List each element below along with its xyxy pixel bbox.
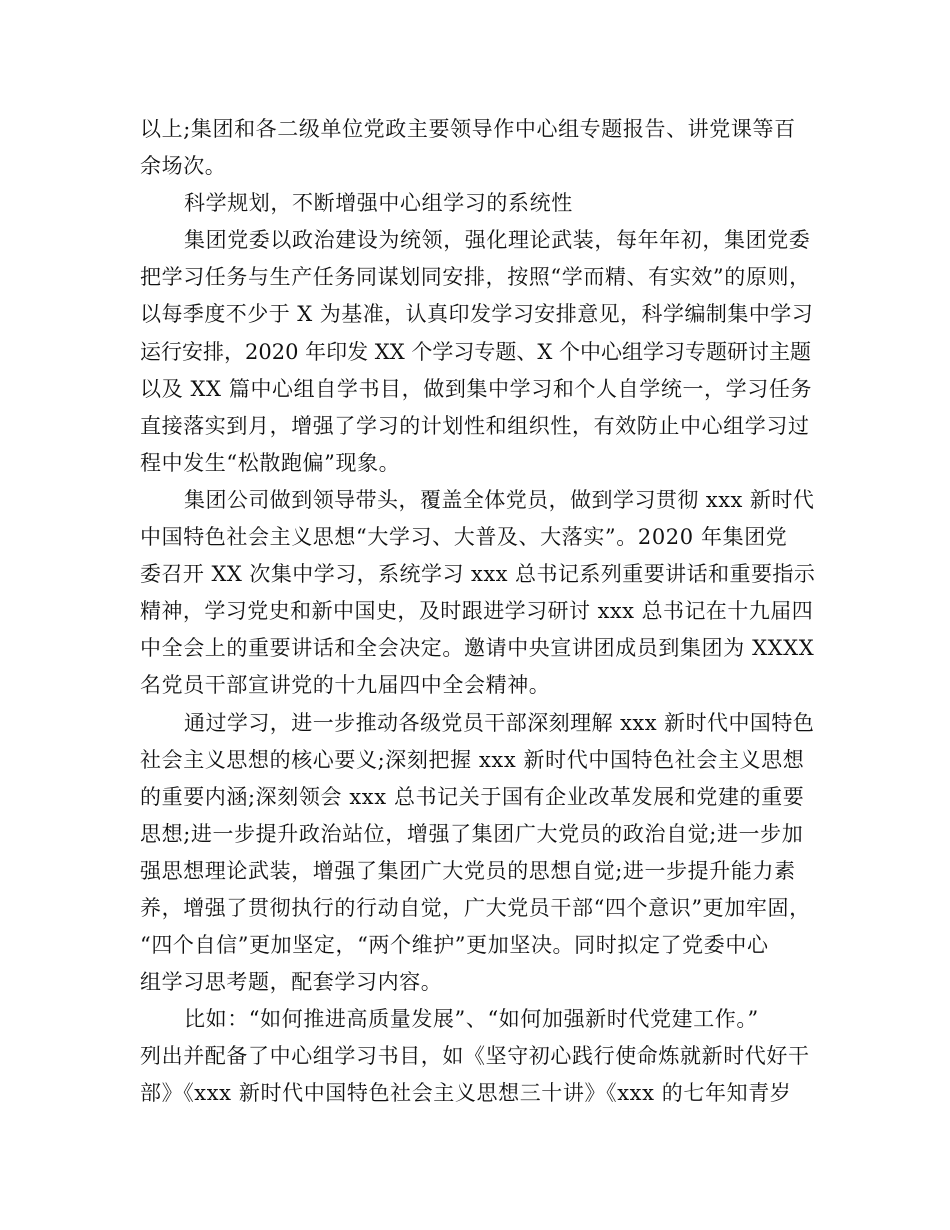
document-body [140, 111, 816, 1113]
text-line: 以及 XX 篇中心组自学书目，做到集中学习和个人自学统一，学习任务 [140, 376, 813, 401]
text-line: 名党员干部宣讲党的十九届四中全会精神。 [140, 673, 551, 698]
text-line: 中全会上的重要讲话和全会决定。邀请中央宣讲团成员到集团为 XXXX [140, 636, 815, 661]
text-line: 把学习任务与生产任务同谋划同安排，按照“学而精、有实效”的原则， [140, 265, 811, 290]
text-line: 组学习思考题，配套学习内容。 [140, 970, 443, 995]
text-line: 运行安排，2020 年印发 XX 个学习专题、X 个中心组学习专题研讨主题 [140, 339, 811, 364]
text-line: 集团公司做到领导带头，覆盖全体党员，做到学习贯彻 xxx 新时代 [184, 487, 815, 512]
text-line: 列出并配备了中心组学习书目，如《坚守初心践行使命炼就新时代好干 [140, 1044, 810, 1069]
text-line: 社会主义思想的核心要义;深刻把握 xxx 新时代中国特色社会主义思想 [140, 747, 805, 772]
text-line: 委召开 XX 次集中学习，系统学习 xxx 总书记系列重要讲话和重要指示 [140, 562, 816, 587]
text-line: 直接落实到月，增强了学习的计划性和组织性，有效防止中心组学习过 [140, 413, 810, 438]
text-line: 中国特色社会主义思想“大学习、大普及、大落实”。2020 年集团党 [140, 525, 788, 550]
section-heading: 科学规划，不断增强中心组学习的系统性 [184, 191, 573, 216]
text-line: 集团党委以政治建设为统领，强化理论武装，每年年初，集团党委 [184, 228, 811, 253]
text-line: 部》《xxx 新时代中国特色社会主义思想三十讲》《xxx 的七年知青岁 [140, 1081, 792, 1106]
text-line: 精神，学习党史和新中国史，及时跟进学习研讨 xxx 总书记在十九届四 [140, 599, 814, 624]
text-line: 以上;集团和各二级单位党政主要领导作中心组专题报告、讲党课等百 [140, 117, 796, 141]
text-line: 余场次。 [140, 154, 227, 179]
text-line: 的重要内涵;深刻领会 xxx 总书记关于国有企业改革发展和党建的重要 [140, 784, 805, 809]
text-line: 以每季度不少于 X 为基准，认真印发学习安排意见，科学编制集中学习 [140, 302, 814, 327]
text-line: 养，增强了贯彻执行的行动自觉，广大党员干部“四个意识”更加牢固， [140, 895, 811, 920]
text-line: 程中发生“松散跑偏”现象。 [140, 450, 401, 475]
text-line: 思想;进一步提升政治站位，增强了集团广大党员的政治自觉;进一步加 [140, 821, 804, 846]
text-line: 比如：“如何推进高质量发展”、“如何加强新时代党建工作。” [184, 1007, 759, 1032]
text-line: “四个自信”更加坚定，“两个维护”更加坚决。同时拟定了党委中心 [140, 933, 769, 958]
text-line: 强思想理论武装，增强了集团广大党员的思想自觉;进一步提升能力素 [140, 858, 796, 883]
text-line: 通过学习，进一步推动各级党员干部深刻理解 xxx 新时代中国特色 [184, 710, 815, 735]
